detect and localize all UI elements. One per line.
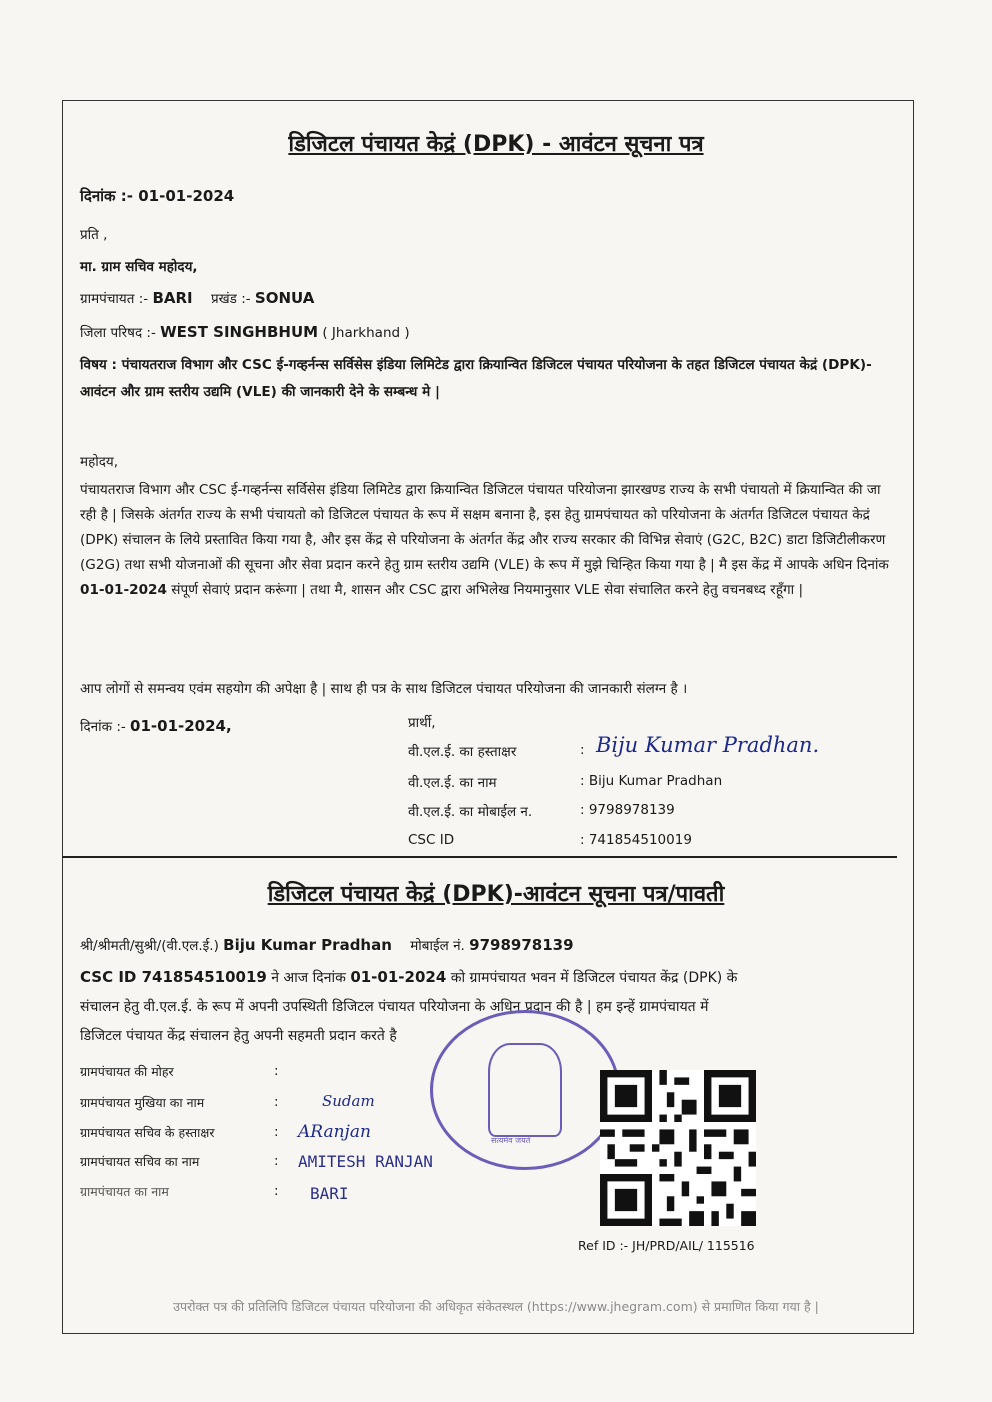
csc-value: : 741854510019	[580, 832, 692, 848]
body-paragraph-2: आप लोगों से समन्वय एवंम सहयोग की अपेक्षा है | साथ ही पत्र के साथ डिजिटल पंचायत परियोजना की जानकारी संलग्न है ।	[80, 681, 688, 697]
subject: विषय : पंचायतराज विभाग और CSC ई-गव्हर्नन्स सर्विसेस इंडिया लिमिटेड द्वारा क्रियान्वित डिजिटल पंचायत परियोजना के तहत डिजिटल पंचायत केद्रं (DPK)-आवंटन और ग्राम स्तरीय उद्यमि (VLE) की जानकारी देने के सम्बन्ध मे |	[80, 357, 872, 400]
footer-note: उपरोक्त पत्र की प्रतिलिपि डिजिटल पंचायत परियोजना की अधिकृत संकेतस्थल (https://www.jhegram.com) से प्रमाणित किया गया है |	[173, 1299, 819, 1314]
receipt-line-2-mid: ने आज दिनांक	[271, 970, 346, 986]
body-1-text: पंचायतराज विभाग और CSC ई-गव्हर्नन्स सर्विसेस इंडिया लिमिटेड द्वारा क्रियान्वित डिजिटल पंचायत परियोजना झारखण्ड राज्य के सभी पंचायतो में क्रियान्वित की जा रही है | जिसके अंतर्गत राज्य के सभी पंचायतो को डिजिटल पंचायत के रूप में सक्षम बनाना है, इस हेतु ग्रामपंचायत को परियोजना के अंतर्गत डिजिटल पंचायत केद्रं (DPK) संचालन के लिये प्रस्तावित किया गया है, और इस केंद्र से परियोजना के अंतर्गत केंद्र और राज्य सरकार की विभिन्न सेवाएं (G2C, B2C) डाटा डिजिटीलीकरण (G2G) तथा सभी योजनाओं की सूचना और सेवा प्रदान करने हेतु ग्राम स्तरीय उद्यमि (VLE) के रूप में मुझे चिन्हित किया गया है | मै इस केंद्र में आपके अधिन दिनांक	[80, 482, 889, 573]
receipt-line-4: डिजिटल पंचायत केंद्र संचालन हेतु अपनी सहमती प्रदान करते है	[80, 1028, 397, 1044]
state: ( Jharkhand )	[322, 325, 410, 341]
vle-mobile-label: वी.एल.ई. का मोबाईल न.	[408, 804, 533, 820]
vle-name-label: वी.एल.ई. का नाम	[408, 775, 497, 791]
field-secretary-sign-sep: :	[274, 1124, 279, 1140]
panchayat-seal	[430, 1010, 620, 1170]
receipt-date: 01-01-2024	[350, 968, 447, 986]
body-1-date: 01-01-2024	[80, 582, 167, 598]
block-value: SONUA	[254, 289, 315, 307]
field-mukhiya-label: ग्रामपंचायत मुखिया का नाम	[80, 1095, 205, 1110]
receipt-line-3: संचालन हेतु वी.एल.ई. के रूप में अपनी उपस्थिती डिजिटल पंचायत परियोजना के अधिन प्रदान की है | हम इन्हें ग्रामपंचायत में	[80, 999, 709, 1015]
emblem-icon	[488, 1043, 562, 1137]
section-divider	[62, 856, 897, 858]
to-line: प्रति ,	[80, 227, 108, 243]
receipt-prefix: श्री/श्रीमती/सुश्री/(वी.एल.ई.)	[80, 938, 219, 954]
sign-date-label: दिनांक :-	[80, 719, 126, 735]
vle-signature: Biju Kumar Pradhan.	[596, 733, 820, 757]
vle-name-value: : Biju Kumar Pradhan	[580, 773, 723, 789]
gram-panchayat-line	[80, 289, 314, 307]
receipt-vle-name: Biju Kumar Pradhan	[223, 936, 392, 954]
sign-date-value: 01-01-2024,	[130, 717, 232, 735]
seal-motto: सत्यमेव जयते	[491, 1136, 531, 1145]
reference-id: Ref ID :- JH/PRD/AIL/ 115516	[578, 1238, 755, 1253]
receipt-csc-id: CSC ID 741854510019	[80, 968, 267, 986]
applicant: प्रार्थी,	[408, 715, 436, 731]
salutation: महोदय,	[80, 454, 119, 470]
field-secretary-sign-label: ग्रामपंचायत सचिव के हस्ताक्षर	[80, 1125, 215, 1140]
secretary-name: AMITESH RANJAN	[298, 1152, 433, 1171]
block-label: प्रखंड :-	[210, 291, 251, 307]
gp-value: BARI	[152, 289, 193, 307]
gp-name-handwritten: BARI	[310, 1184, 349, 1203]
receipt-line-2-end: को ग्रामपंचायत भवन में डिजिटल पंचायत केंद्र (DPK) के	[450, 970, 738, 986]
field-seal-label: ग्रामपंचायत की मोहर	[80, 1064, 174, 1079]
field-mukhiya-sep: :	[274, 1094, 279, 1110]
receipt-mobile-label: मोबाईल नं.	[410, 938, 465, 954]
field-secretary-name-sep: :	[274, 1153, 279, 1169]
field-gp-name-sep: :	[274, 1183, 279, 1199]
district-line	[80, 323, 410, 341]
page-title: डिजिटल पंचायत केद्रं (DPK) - आवंटन सूचना पत्र	[288, 132, 704, 157]
secretary-signature: ARanjan	[298, 1122, 371, 1142]
receipt-mobile: 9798978139	[469, 936, 574, 954]
district-label: जिला परिषद :-	[80, 325, 156, 341]
receipt-title: डिजिटल पंचायत केद्रं (DPK)-आवंटन सूचना पत्र/पावती	[267, 882, 725, 907]
gp-label: ग्रामपंचायत :-	[80, 291, 149, 307]
district-value: WEST SINGHBHUM	[160, 323, 319, 341]
field-gp-name-label: ग्रामपंचायत का नाम	[80, 1184, 169, 1199]
vle-sign-sep: :	[580, 742, 585, 758]
letter-date: दिनांक :- 01-01-2024	[80, 187, 235, 205]
body-paragraph-1	[80, 478, 900, 603]
vle-sign-label: वी.एल.ई. का हस्ताक्षर	[408, 744, 517, 760]
field-seal-sep: :	[274, 1063, 279, 1079]
addressee: मा. ग्राम सचिव महोदय,	[80, 259, 198, 275]
qr-code-icon	[600, 1070, 756, 1226]
field-secretary-name-label: ग्रामपंचायत सचिव का नाम	[80, 1154, 200, 1169]
csc-label: CSC ID	[408, 832, 455, 848]
mukhiya-signature: Sudam	[322, 1092, 375, 1110]
receipt-line-1	[80, 936, 574, 954]
sign-date	[80, 717, 232, 735]
receipt-line-2	[80, 968, 737, 987]
vle-mobile-value: : 9798978139	[580, 802, 675, 818]
body-1-end: संपूर्ण सेवाएं प्रदान करूंगा | तथा मै, शासन और CSC द्वारा अभिलेख नियमानुसार VLE सेवा संचालित करने हेतु वचनबध्द रहूँगा |	[171, 582, 804, 598]
